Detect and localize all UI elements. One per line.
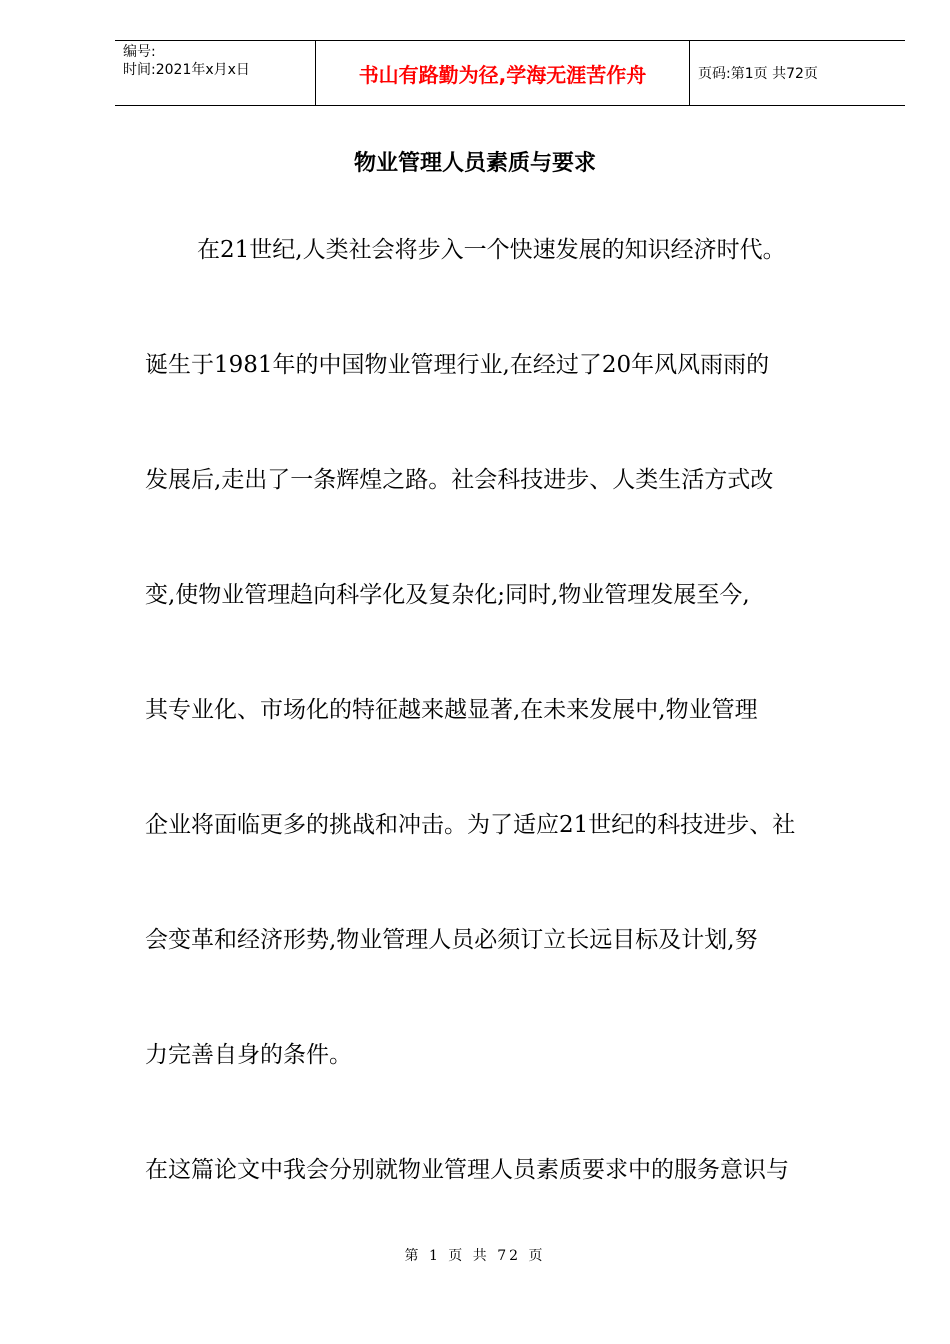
page-footer: 第 1 页 共 72 页	[404, 1248, 546, 1264]
body-line: 其专业化、市场化的特征越来越显著,在未来发展中,物业管理	[145, 697, 758, 723]
body-line: 发展后,走出了一条辉煌之路。社会科技进步、人类生活方式改	[145, 467, 774, 493]
time-label: 时间:2021年x月x日	[123, 62, 250, 78]
body-line: 诞生于1981年的中国物业管理行业,在经过了20年风风雨雨的	[145, 352, 770, 378]
header-meta-cell	[115, 41, 316, 105]
header-page-cell	[690, 41, 905, 105]
body-line: 在这篇论文中我会分别就物业管理人员素质要求中的服务意识与	[145, 1157, 789, 1183]
document-title: 物业管理人员素质与要求	[353, 150, 596, 176]
number-label: 编号:	[123, 44, 156, 60]
body-line: 力完善自身的条件。	[145, 1042, 352, 1068]
header-page-info: 页码:第1页 共72页	[698, 66, 818, 82]
document-header	[115, 40, 905, 106]
slogan-text: 书山有路勤为径,学海无涯苦作舟	[358, 62, 647, 87]
body-line: 会变革和经济形势,物业管理人员必须订立长远目标及计划,努	[145, 927, 758, 953]
body-line: 在21世纪,人类社会将步入一个快速发展的知识经济时代。	[197, 237, 786, 263]
body-line: 企业将面临更多的挑战和冲击。为了适应21世纪的科技进步、社	[145, 812, 796, 838]
header-slogan-cell	[316, 41, 690, 105]
document-body	[145, 228, 875, 1263]
body-line: 变,使物业管理趋向科学化及复杂化;同时,物业管理发展至今,	[145, 582, 750, 608]
